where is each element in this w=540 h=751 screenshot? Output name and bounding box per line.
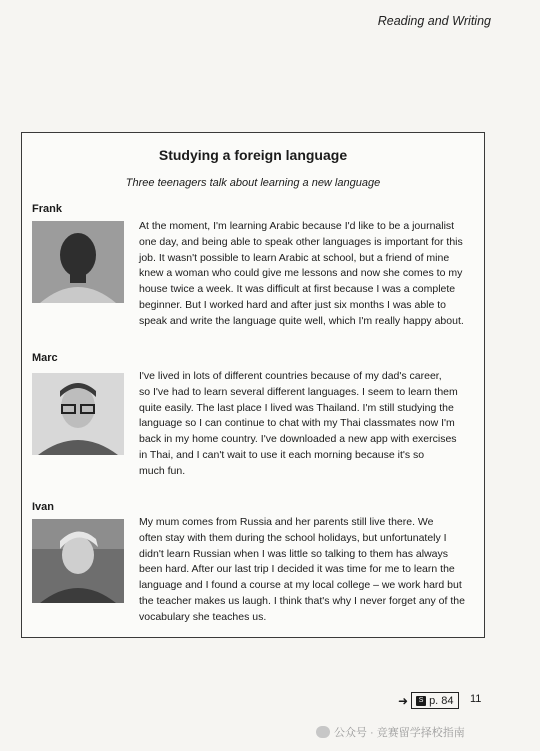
text-line: language and I found a course at my local college – we work hard but <box>139 579 462 591</box>
page-header-title: Reading and Writing <box>377 14 491 28</box>
frank-text <box>139 219 481 329</box>
speaking-icon: S <box>416 696 426 706</box>
text-line: language so I can continue to chat with my Thai classmates now I'm <box>139 417 455 430</box>
text-line: beginner. But I worked hard and after just six months I was able to <box>139 298 447 311</box>
text-line: the teacher makes us laugh. I think that's why I never forget any of the <box>139 594 465 607</box>
text-line: house twice a week. It was difficult at first because I was a complete <box>139 283 456 295</box>
ivan-photo <box>32 519 124 603</box>
text-line: speak and write the language quite well, which I'm really happy about. <box>139 314 464 327</box>
marc-photo <box>32 373 124 455</box>
text-line: often stay with them during the school holidays, but unfortunately I <box>139 531 447 544</box>
ivan-text <box>139 515 481 625</box>
text-line: back in my home country. I've downloaded a new app with exercises <box>139 433 457 445</box>
watermark <box>316 724 465 740</box>
text-line: didn't learn Russian when I was little so talking to them has always <box>139 547 448 560</box>
text-line: My mum comes from Russia and her parents still live there. We <box>139 516 434 528</box>
wechat-logo-icon <box>316 726 330 738</box>
text-line: in Thai, and I can't wait to use it each morning because it's so <box>139 448 425 461</box>
person-name-frank: Frank <box>32 203 62 215</box>
text-line: been hard. After our last trip I decided it was time for me to learn the <box>139 563 455 576</box>
article-box <box>21 132 485 638</box>
reference-label: p. 84 <box>429 694 454 707</box>
article-title: Studying a foreign language <box>158 147 348 163</box>
text-line: I've lived in lots of different countries because of my dad's career, <box>139 370 442 382</box>
text-line: vocabulary she teaches us. <box>139 610 267 623</box>
text-line: much fun. <box>139 464 186 477</box>
text-line: so I've had to learn several different languages. I seem to learn them <box>139 385 458 398</box>
reference-box <box>411 692 458 709</box>
text-line: knew a woman who could give me lessons and now she comes to my <box>139 267 463 280</box>
person-name-ivan: Ivan <box>32 501 55 513</box>
text-line: one day, and being able to speak other languages is important for this <box>139 235 463 248</box>
page-number: 11 <box>470 693 482 705</box>
article-subtitle: Three teenagers talk about learning a new language <box>125 177 381 189</box>
arrow-right-icon: ➜ <box>398 693 409 708</box>
marc-text <box>139 369 481 479</box>
person-name-marc: Marc <box>32 352 58 364</box>
text-line: job. It wasn't possible to learn Arabic at school, but a friend of mine <box>139 251 450 264</box>
watermark-text: 公众号 · 竞赛留学择校指南 <box>334 727 465 739</box>
text-line: quite easily. The last place I lived was Thailand. I'm still studying the <box>139 401 454 414</box>
text-line: At the moment, I'm learning Arabic because I'd like to be a journalist <box>139 220 455 232</box>
page-reference <box>398 692 459 709</box>
frank-photo <box>32 221 124 303</box>
